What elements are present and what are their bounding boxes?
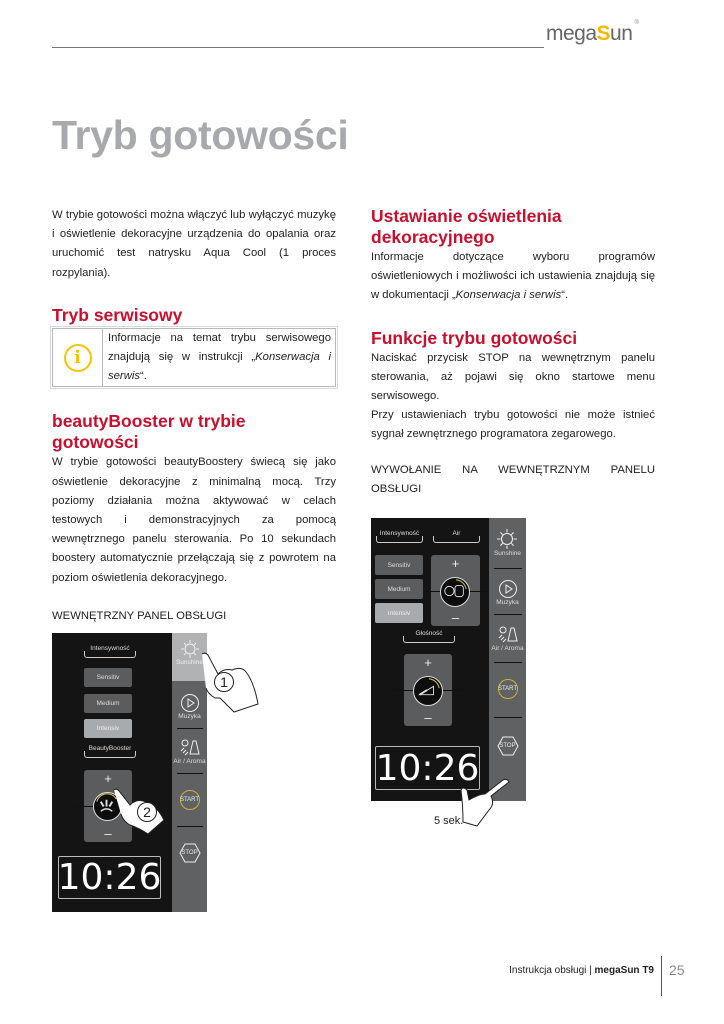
page-title: Tryb gotowości — [52, 112, 349, 158]
logo-prefix: mega — [546, 22, 597, 45]
right-panel-caption: WYWOŁANIE NA WEWNĘTRZNYM PANELU OBSŁUGI — [371, 463, 655, 495]
right-clock-display: 10:26 — [375, 747, 480, 789]
right-air-plus[interactable]: + — [451, 556, 460, 571]
service-info-after: “. — [140, 370, 147, 383]
functions-paragraph-2: Przy ustawieniach trybu gotowości nie może istnieć sygnał zewnętrznego programatora zegarowego. — [371, 409, 655, 441]
lighting-text-em: Konserwacja i serwis — [455, 289, 562, 302]
logo-suffix: un — [610, 22, 633, 45]
service-info-before: Informacje na temat trybu serwisowego znajdują się w instrukcji „ — [108, 331, 331, 364]
right-stop-button[interactable] — [497, 736, 519, 756]
right-sidebar-divider — [494, 614, 522, 615]
left-booster-text: BeautyBooster — [88, 745, 132, 752]
left-clock-display: 10:26 — [57, 857, 162, 898]
right-air-label — [433, 530, 480, 543]
left-column — [52, 206, 336, 622]
footer-divider — [661, 956, 662, 996]
left-sunshine-label: Sunshine — [175, 659, 204, 666]
right-sidebar-divider — [494, 717, 522, 718]
left-music-button[interactable] — [178, 693, 200, 720]
right-volume-minus[interactable]: – — [424, 710, 432, 725]
header-rule — [52, 47, 544, 48]
right-stop-label: STOP — [499, 743, 516, 749]
left-music-label: Muzyka — [178, 713, 201, 720]
left-intensity-text: Intensywność — [90, 645, 130, 652]
lighting-paragraph — [371, 248, 655, 306]
right-level-intensiv[interactable]: Intensiv — [375, 603, 423, 623]
air-aroma-icon — [179, 738, 201, 758]
left-booster-minus[interactable]: – — [104, 826, 112, 841]
right-air-knob[interactable] — [440, 577, 470, 607]
air-aroma-icon — [497, 625, 519, 645]
right-air-button[interactable] — [491, 625, 523, 652]
left-booster-label — [84, 745, 136, 758]
left-start-button[interactable]: START — [180, 790, 200, 810]
hold-duration-label: 5 sek. — [434, 815, 464, 827]
megasun-logo — [546, 20, 639, 46]
booster-paragraph: W trybie gotowości beautyBoostery świecą się jako oświetlenie dekoracyjne z minimalną mocą. Trzy poziomy działania można aktywować w celach testowych i demonstracyjnych za pomocą wewnętrznego panelu sterowania. Po 10 sekundach boostery automatycznie przełączają się z powrotem na poziom oświetlenia dekoracyjnego. — [52, 456, 336, 584]
page-number: 25 — [669, 962, 685, 978]
left-booster-plus[interactable]: + — [104, 771, 112, 786]
lighting-text-before: Informacje dotyczące wyboru programów oświetleniowych i możliwości ich ustawienia znajdują się w dokumentacji „ — [371, 251, 655, 302]
right-sidebar — [489, 518, 526, 801]
left-sidebar-divider — [177, 728, 203, 729]
right-air-minus[interactable]: – — [451, 610, 460, 625]
right-control-panel — [371, 518, 489, 801]
right-air-text: Air — [452, 530, 461, 537]
right-music-label: Muzyka — [496, 599, 519, 606]
right-column — [371, 206, 655, 499]
left-air-button[interactable] — [173, 738, 205, 765]
booster-heading: beautyBooster w trybie gotowości — [52, 411, 246, 453]
service-info-box — [52, 328, 336, 388]
lighting-heading: Ustawianie oświetlenia dekoracyjnego — [371, 206, 562, 247]
right-air-label: Air / Aroma — [491, 645, 524, 652]
sunshine-icon — [180, 639, 200, 659]
right-sidebar-divider — [494, 662, 522, 663]
step-1-marker: 1 — [214, 672, 234, 692]
footer-doc-text: Instrukcja obsługi | — [509, 965, 595, 976]
volume-icon — [414, 677, 441, 704]
left-air-label: Air / Aroma — [173, 758, 206, 765]
left-level-intensiv[interactable]: Intensiv — [84, 719, 132, 738]
functions-heading: Funkcje trybu gotowości — [371, 327, 578, 348]
right-intensity-text: Intensywność — [379, 530, 420, 537]
right-music-button[interactable] — [496, 579, 518, 606]
left-control-panel — [52, 633, 172, 912]
right-intensity-label — [376, 530, 423, 543]
left-level-medium[interactable]: Medium — [84, 694, 132, 713]
info-icon-cell — [53, 329, 103, 387]
left-stop-button[interactable] — [179, 843, 201, 863]
logo-s: S — [596, 22, 611, 45]
footer-doc-label — [509, 965, 654, 976]
right-sidebar-divider — [494, 568, 522, 569]
right-sunshine-label: Sunshine — [493, 550, 522, 557]
service-info-em: Konserwacja i serwis — [108, 351, 331, 383]
info-icon: i — [64, 344, 92, 372]
music-icon — [180, 693, 200, 713]
right-level-medium[interactable]: Medium — [375, 579, 423, 599]
footer-product: megaSun T9 — [594, 965, 654, 976]
step-2-marker: 2 — [137, 802, 157, 822]
right-volume-plus[interactable]: + — [424, 655, 432, 670]
functions-paragraph-1: Naciskać przycisk STOP na wewnętrznym panelu sterowania, aż pojawi się okno startowe menu serwisowego. — [371, 351, 655, 403]
left-sidebar-divider — [177, 826, 203, 827]
left-level-sensitiv[interactable]: Sensitiv — [84, 668, 132, 687]
hand-pointer-icon — [455, 778, 515, 830]
left-panel-caption: WEWNĘTRZNY PANEL OBSŁUGI — [52, 609, 227, 622]
left-stop-label: STOP — [181, 850, 198, 856]
right-start-button[interactable]: START — [498, 679, 518, 699]
intro-paragraph: W trybie gotowości można włączyć lub wyłączyć muzykę i oświetlenie dekoracyjne urządzenia do opalania oraz uruchomić test natrysku Aqua Cool (1 proces rozpylania). — [52, 209, 336, 279]
service-heading: Tryb serwisowy — [52, 304, 183, 325]
music-icon — [498, 579, 518, 599]
air-nozzle-icon — [441, 578, 468, 605]
right-level-sensitiv[interactable]: Sensitiv — [375, 555, 423, 575]
service-info-text — [103, 329, 335, 387]
right-volume-text: Głośność — [415, 630, 443, 637]
right-volume-label — [403, 630, 455, 643]
left-intensity-label — [84, 645, 136, 658]
right-volume-knob[interactable] — [413, 676, 443, 706]
left-sidebar-divider — [177, 773, 203, 774]
logo-registered: ® — [634, 20, 639, 26]
right-sunshine-button[interactable] — [494, 528, 521, 557]
sunshine-icon — [496, 528, 518, 550]
lighting-text-after: “. — [561, 289, 569, 302]
